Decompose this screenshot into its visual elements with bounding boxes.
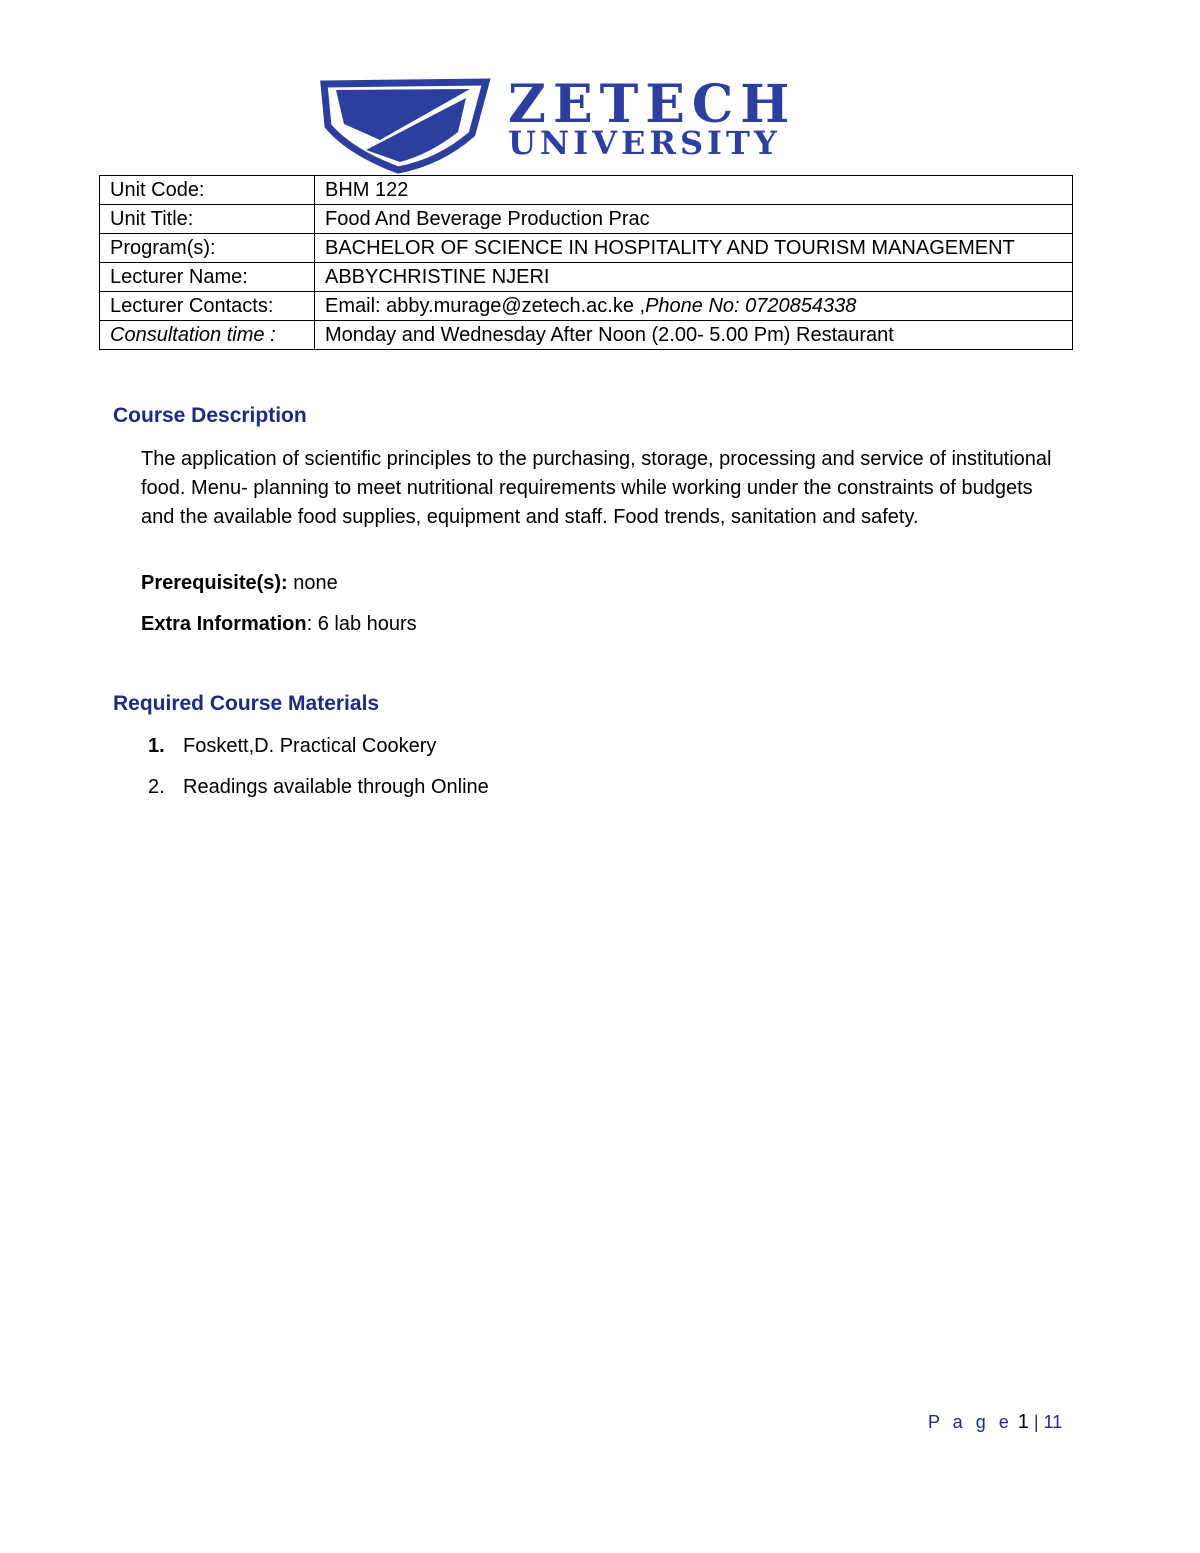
table-row — [100, 176, 1073, 205]
page-separator: | — [1033, 1412, 1039, 1432]
lecturer-phone: Phone No: 0720854338 — [645, 294, 857, 317]
required-materials-heading: Required Course Materials — [113, 692, 380, 715]
page-number: 1 — [1017, 1411, 1029, 1433]
unit-info-table — [99, 175, 1073, 350]
page-word: P a g e — [928, 1412, 1013, 1432]
logo-wordmark-zetech: ZETECH — [508, 74, 797, 135]
page-footer — [928, 1411, 1062, 1434]
extra-information-label: Extra Information — [141, 613, 307, 635]
prerequisite-line — [141, 572, 338, 595]
table-row — [100, 263, 1073, 292]
table-row — [100, 321, 1073, 350]
prerequisite-label: Prerequisite(s): — [141, 572, 288, 594]
unit-code-value: BHM 122 — [315, 176, 1073, 205]
lecturer-name-value: ABBYCHRISTINE NJERI — [315, 263, 1073, 292]
table-row — [100, 292, 1073, 321]
zetech-logo — [320, 74, 890, 174]
list-item: Readings available through Online — [183, 776, 489, 798]
table-row — [100, 205, 1073, 234]
lecturer-contacts-label: Lecturer Contacts: — [100, 292, 315, 321]
course-description-text: The application of scientific principles to the purchasing, storage, processing and service of institutional food. Menu- planning to meet nutritional requirements while working under the constraints of budgets and the available food supplies, equipment and staff. Food trends, sanitation and safety. — [141, 448, 1052, 528]
extra-information-line — [141, 613, 417, 636]
list-item-number: 1. — [148, 735, 165, 757]
unit-title-label: Unit Title: — [100, 205, 315, 234]
lecturer-name-label: Lecturer Name: — [100, 263, 315, 292]
consultation-time-label: Consultation time : — [100, 321, 315, 350]
lecturer-email[interactable]: Email: abby.murage@zetech.ac.ke , — [325, 294, 646, 317]
logo-wordmark-university: UNIVERSITY — [508, 124, 781, 162]
program-label: Program(s): — [100, 234, 315, 263]
table-row — [100, 234, 1073, 263]
list-item-number: 2. — [148, 776, 165, 798]
lecturer-contacts-value — [315, 292, 1073, 321]
unit-title-value: Food And Beverage Production Prac — [315, 205, 1073, 234]
unit-code-label: Unit Code: — [100, 176, 315, 205]
shield-logo-icon — [320, 74, 500, 174]
page-total: 11 — [1043, 1412, 1063, 1432]
extra-information-value: : 6 lab hours — [306, 613, 417, 635]
program-value: BACHELOR OF SCIENCE IN HOSPITALITY AND TOURISM MANAGEMENT — [315, 234, 1073, 263]
consultation-time-value: Monday and Wednesday After Noon (2.00- 5.00 Pm) Restaurant — [315, 321, 1073, 350]
course-description-heading: Course Description — [113, 404, 307, 427]
list-item: Foskett,D. Practical Cookery — [183, 735, 437, 757]
prerequisite-value: none — [287, 572, 338, 594]
